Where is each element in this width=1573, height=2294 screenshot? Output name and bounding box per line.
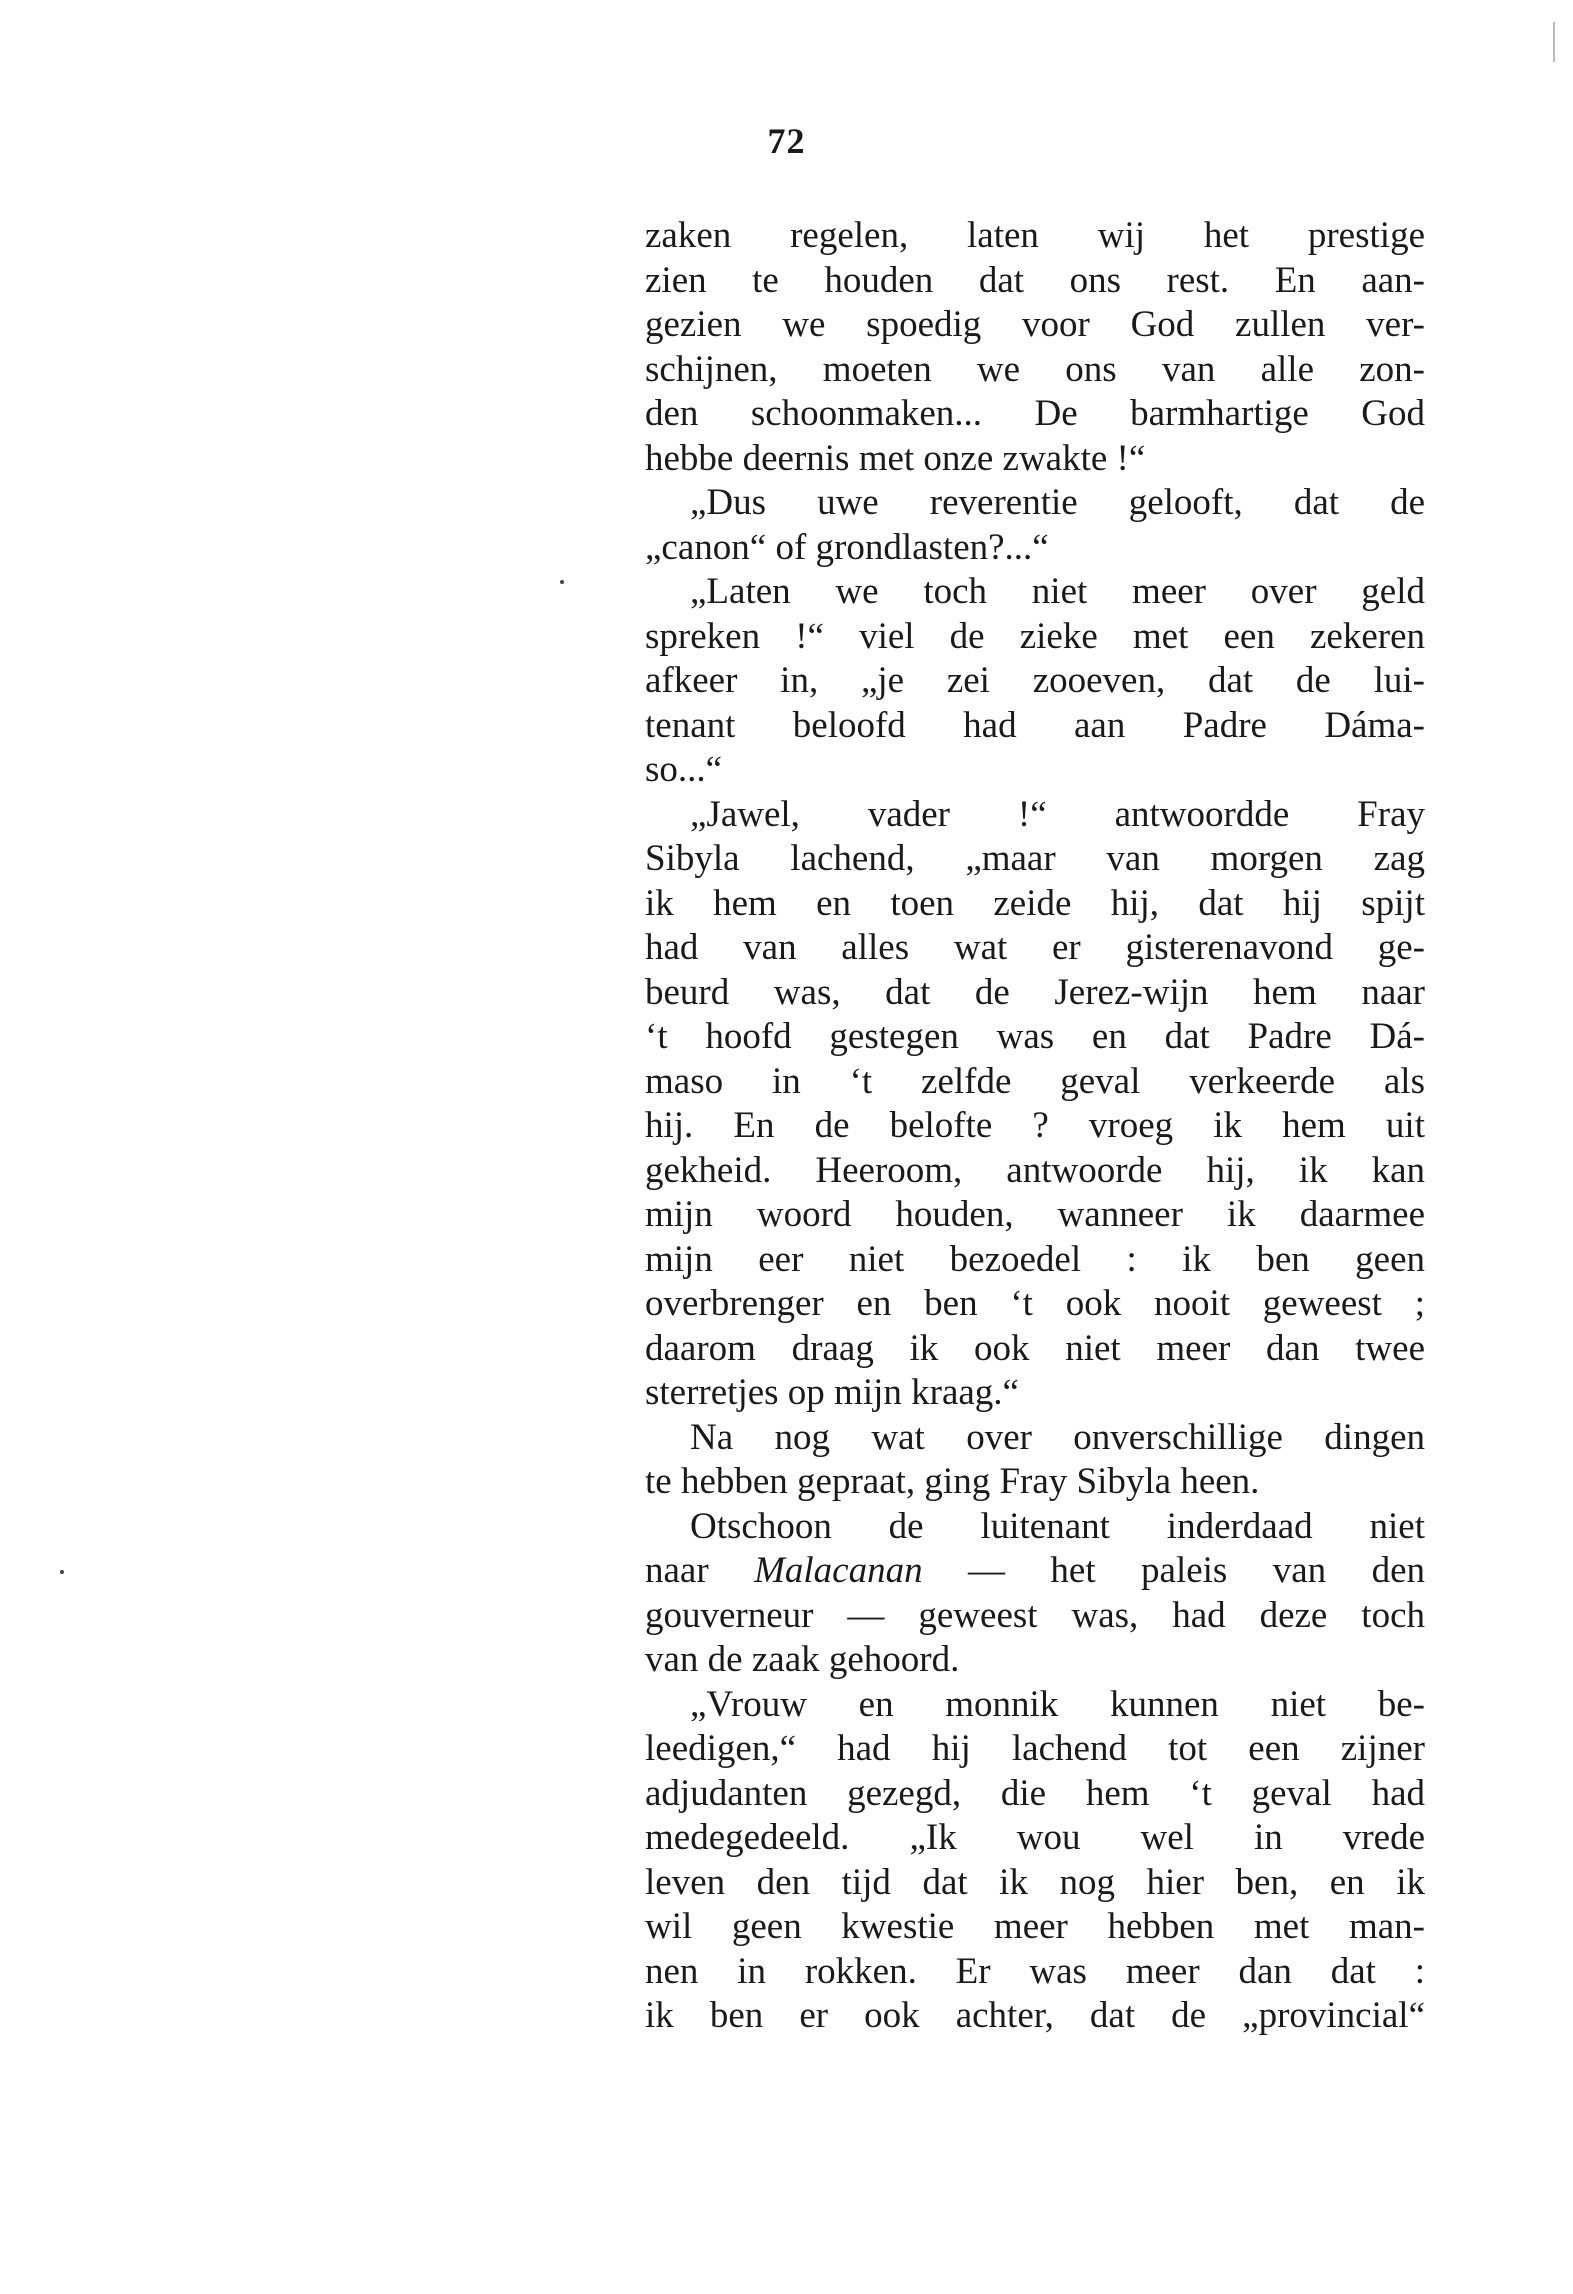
- text-line: „Vrouw en monnik kunnen niet be-: [690, 1683, 1425, 1725]
- text-line: den schoonmaken... De barmhartige God: [645, 393, 1425, 434]
- text-line: medegedeeld. „Ik wou wel in vrede: [645, 1817, 1425, 1858]
- text-line: schijnen, moeten we ons van alle zon-: [645, 348, 1425, 390]
- text-line: ‘t hoofd gestegen was en dat Padre Dá-: [645, 1016, 1425, 1057]
- text-line: hebbe deernis met onze zwakte !“: [645, 437, 1146, 479]
- text-line: zien te houden dat ons rest. En aan-: [645, 259, 1425, 301]
- text-line: gezien we spoedig voor God zullen ver-: [645, 304, 1425, 345]
- text-line: adjudanten gezegd, die hem ‘t geval had: [645, 1772, 1425, 1814]
- text-line: tenant beloofd had aan Padre Dáma-: [645, 704, 1425, 746]
- body-text: [645, 214, 1425, 2039]
- italic-word: Malacanan: [754, 1550, 923, 1591]
- text-line: beurd was, dat de Jerez-wijn hem naar: [645, 971, 1425, 1013]
- text-line: Sibyla lachend, „maar van morgen zag: [645, 838, 1425, 879]
- scan-speck: [60, 1570, 64, 1574]
- text-line: Otschoon de luitenant inderdaad niet: [690, 1505, 1425, 1547]
- text-line: zaken regelen, laten wij het prestige: [645, 215, 1425, 256]
- text-line: „Jawel, vader !“ antwoordde Fray: [690, 793, 1425, 835]
- text-line: „canon“ of grondlasten?...“: [645, 526, 1049, 568]
- text-line: so...“: [645, 749, 723, 790]
- text-line: gouverneur — geweest was, had deze toch: [645, 1594, 1425, 1636]
- text-line: van de zaak gehoord.: [645, 1639, 960, 1680]
- text-line: Na nog wat over onverschillige dingen: [690, 1416, 1425, 1458]
- text-line: sterretjes op mijn kraag.“: [645, 1372, 1019, 1413]
- text-line: mijn eer niet bezoedel : ik ben geen: [645, 1238, 1425, 1280]
- text-line: mijn woord houden, wanneer ik daarmee: [645, 1194, 1425, 1235]
- text-line: maso in ‘t zelfde geval verkeerde als: [645, 1060, 1425, 1102]
- text-line: spreken !“ viel de zieke met een zekeren: [645, 615, 1425, 657]
- text-line: naar Malacanan — het paleis van den: [645, 1550, 1425, 1591]
- text-line: overbrenger en ben ‘t ook nooit geweest ;: [645, 1283, 1425, 1324]
- text-line: leven den tijd dat ik nog hier ben, en ik: [645, 1861, 1425, 1903]
- text-line: te hebben gepraat, ging Fray Sibyla heen.: [645, 1461, 1260, 1502]
- scan-speck: [560, 580, 564, 584]
- text-line: ik hem en toen zeide hij, dat hij spijt: [645, 882, 1425, 924]
- text-line: gekheid. Heeroom, antwoorde hij, ik kan: [645, 1149, 1425, 1191]
- text-line: leedigen,“ had hij lachend tot een zijner: [645, 1728, 1425, 1769]
- text-line: hij. En de belofte ? vroeg ik hem uit: [645, 1105, 1425, 1146]
- text-line: nen in rokken. Er was meer dan dat :: [645, 1950, 1425, 1992]
- text-line: had van alles wat er gisterenavond ge-: [645, 927, 1425, 968]
- text-line: „Laten we toch niet meer over geld: [690, 571, 1425, 612]
- text-line: wil geen kwestie meer hebben met man-: [645, 1906, 1425, 1947]
- scan-edge-mark: [1553, 22, 1555, 62]
- text-line: afkeer in, „je zei zooeven, dat de lui-: [645, 660, 1425, 701]
- text-line: daarom draag ik ook niet meer dan twee: [645, 1327, 1425, 1369]
- page-number: 72: [767, 121, 806, 161]
- text-line: „Dus uwe reverentie gelooft, dat de: [690, 482, 1425, 523]
- text-line: ik ben er ook achter, dat de „provincial“: [645, 1995, 1425, 2036]
